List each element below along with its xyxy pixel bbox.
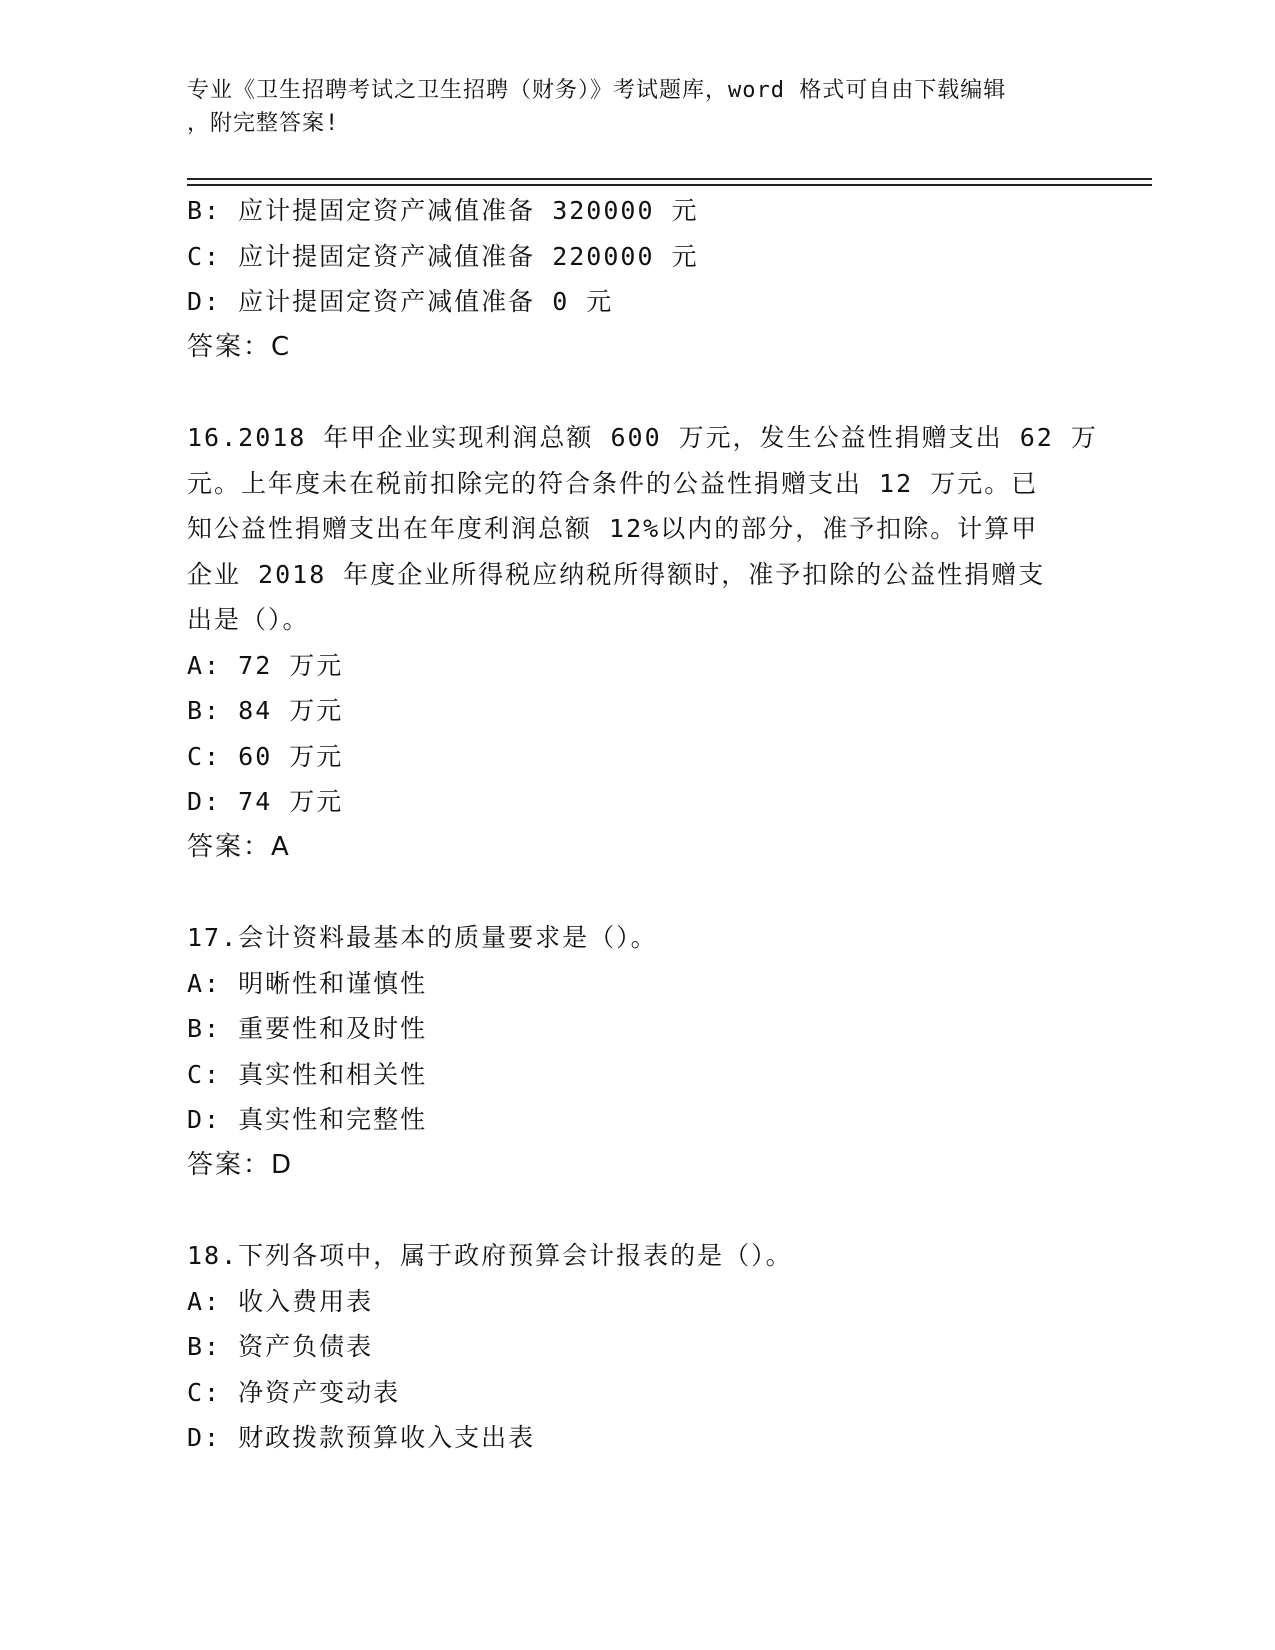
option-b: B: 资产负债表 (187, 1332, 374, 1361)
question-text-line: 出是（）。 (187, 605, 310, 634)
header-divider-top (187, 178, 1152, 180)
answer: 答案：A (187, 831, 291, 862)
option-b: B: 84 万元 (187, 696, 344, 725)
header-divider-bottom (187, 184, 1152, 186)
spacer (187, 370, 1087, 415)
question-text-line: 知公益性捐赠支出在年度利润总额 12%以内的部分，准予扣除。计算甲 (187, 514, 1039, 543)
option-c: C: 真实性和相关性 (187, 1059, 428, 1089)
question-text-line: 企业 2018 年度企业所得税应纳税所得额时，准予扣除的公益性捐赠支 (187, 559, 1046, 589)
option-d: D: 财政拨款预算收入支出表 (187, 1423, 536, 1452)
spacer (187, 1188, 1087, 1233)
question-15-continued (187, 188, 1087, 370)
option-d: D: 74 万元 (187, 787, 344, 816)
option-b: B: 重要性和及时性 (187, 1014, 428, 1043)
option-a: A: 收入费用表 (187, 1286, 374, 1316)
question-text-line: 元。上年度未在税前扣除完的符合条件的公益性捐赠支出 12 万元。已 (187, 468, 1039, 498)
option-a: A: 72 万元 (187, 650, 344, 680)
question-title: 17.会计资料最基本的质量要求是（）。 (187, 923, 658, 952)
header-line-2: ，附完整答案! (187, 111, 340, 136)
option-c: C: 净资产变动表 (187, 1377, 401, 1407)
spacer (187, 870, 1087, 915)
option-c: C: 应计提固定资产减值准备 220000 元 (187, 241, 699, 271)
answer: 答案：D (187, 1149, 294, 1180)
question-16 (187, 415, 1098, 870)
option-a: A: 明晰性和谨慎性 (187, 968, 428, 998)
answer: 答案：C (187, 331, 292, 362)
document-header (187, 74, 1067, 140)
header-line-1: 专业《卫生招聘考试之卫生招聘（财务）》考试题库，word 格式可自由下载编辑 (187, 78, 1007, 103)
question-content (187, 188, 1098, 1461)
option-d: D: 真实性和完整性 (187, 1105, 428, 1134)
option-c: C: 60 万元 (187, 741, 344, 771)
question-title: 18.下列各项中，属于政府预算会计报表的是（）。 (187, 1241, 793, 1270)
option-d: D: 应计提固定资产减值准备 0 元 (187, 287, 614, 316)
question-18 (187, 1233, 1087, 1461)
question-text-line: 16.2018 年甲企业实现利润总额 600 万元，发生公益性捐赠支出 62 万 (187, 423, 1098, 452)
question-17 (187, 915, 1087, 1188)
option-b: B: 应计提固定资产减值准备 320000 元 (187, 196, 699, 225)
